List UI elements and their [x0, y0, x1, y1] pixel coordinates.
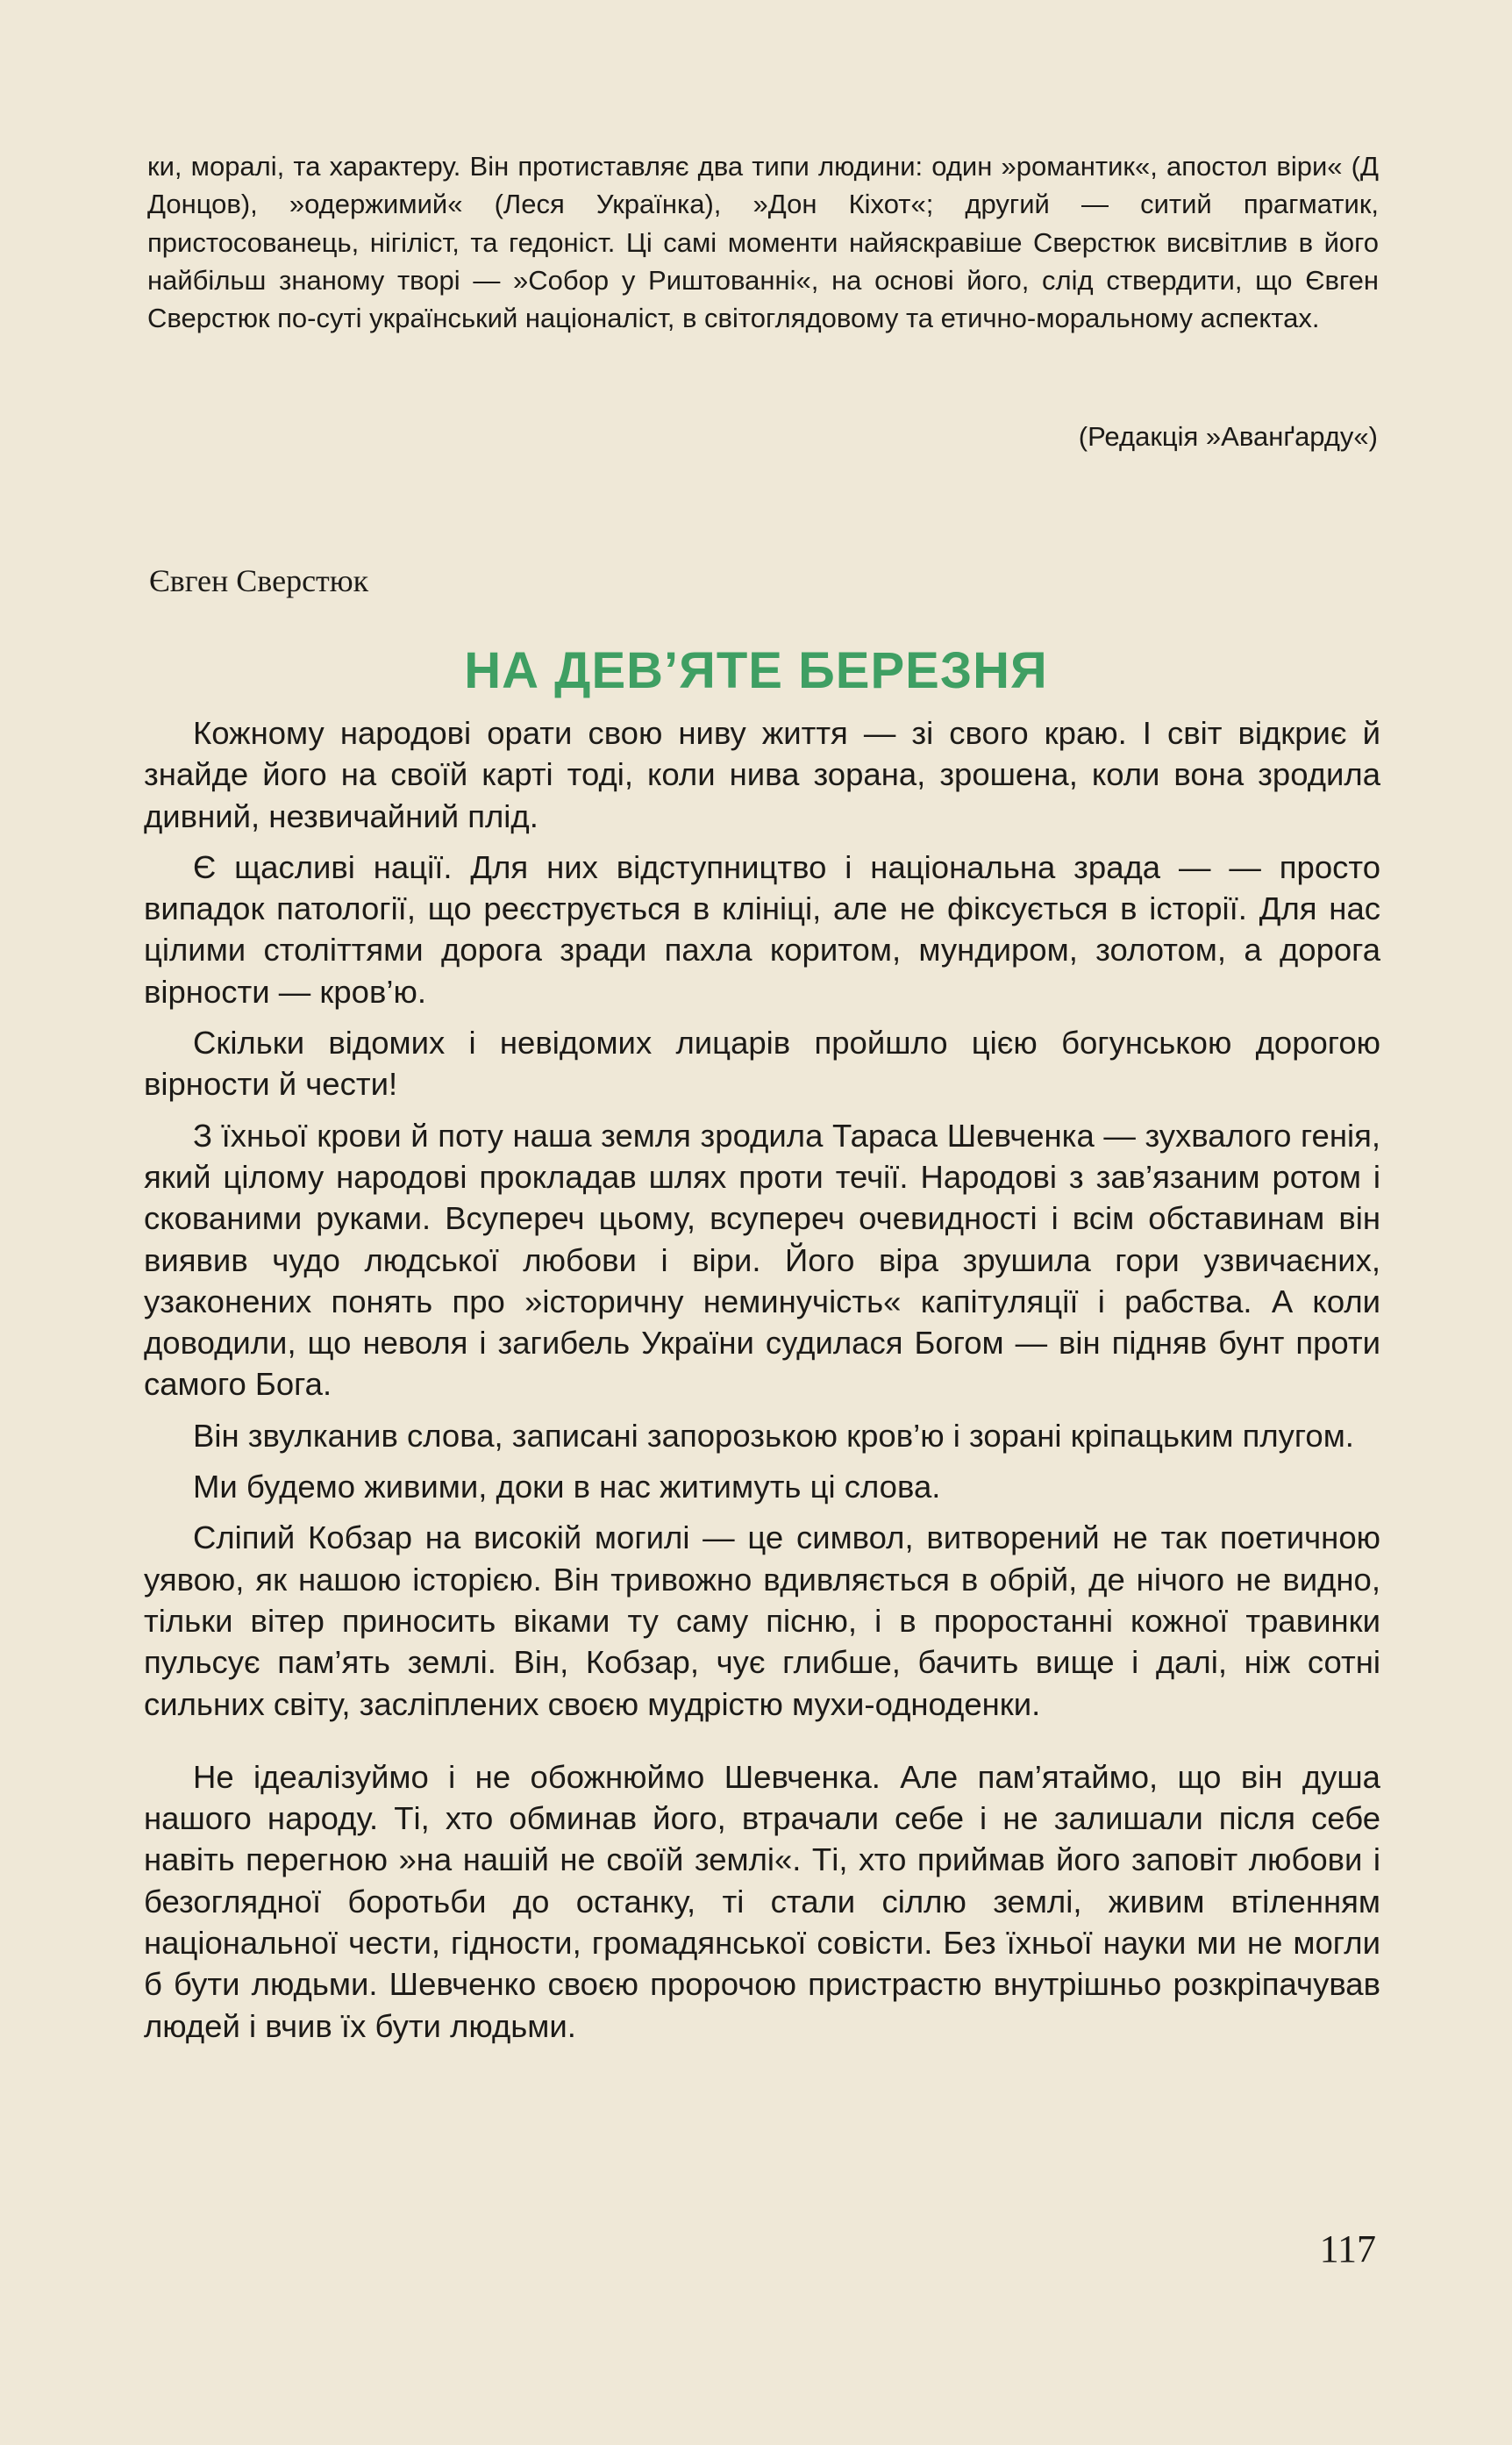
paragraph: Сліпий Кобзар на високій могилі — це символ, витворений не так поетичною уявою, як нашою історією. Він тривожно вдивляється в обрій, де нічого не видно, тільки вітер приносить віками ту саму пісню, і в проростанні кожної травинки пульсує пам’ять землі. Він, Кобзар, чує глибше, бачить вище і далі, ніж сотні сильних світу, засліплених своєю мудрістю мухи-одноденки.: [144, 1519, 1380, 1722]
editorial-signature: (Редакція »Аванґарду«): [1078, 421, 1378, 452]
paragraph: Ми будемо живими, доки в нас житимуть ці слова.: [193, 1469, 941, 1505]
page-number: 117: [1319, 2227, 1376, 2270]
paragraph: З їхньої крови й поту наша земля зродила Тараса Шевченка — зухвалого генія, який цілому народові прокладав шлях проти течії. Народові з зав’язаним ротом і скованими руками. Всупереч цьому, всупереч очевидності і всім обставинам він виявив чудо людської любови і віри. Його віра зрушила гори узвичаєних, узаконених понять про »історичну неминучість« капітуляції і рабства. А коли доводили, що неволя і загибель України судилася Богом — він підняв бунт проти самого Бога.: [144, 1117, 1380, 1403]
intro-text: ки, моралі, та характеру. Він протиставляє два типи людини: один »романтик«, апостол віри« (Д Донцов), »одержимий« (Леся Українка), »Дон Кіхот«; другий — ситий прагматик, пристосованець, нігіліст, та гедоніст. Ці самі моменти найяскравіше Сверстюк висвітлив в його найбільш знаному творі — »Собор у Риштованні«, на основі його, слід ствердити, що Євген Сверстюк по-суті український націоналіст, в світоглядовому та етично-моральному аспектах.: [147, 151, 1379, 334]
article-body: [144, 712, 1380, 2056]
paragraph: Є щасливі нації. Для них відступництво і національна зрада — — просто випадок патології, що реєструється в клініці, але не фіксується в історії. Для нас цілими століттями дорога зради пахла коритом, мундиром, золотом, а дорога вірности — кров’ю.: [144, 848, 1380, 1010]
author-name: Євген Сверстюк: [149, 563, 369, 598]
paragraph: Він звулканив слова, записані запорозькою кров’ю і зорані кріпацьким плугом.: [193, 1417, 1354, 1454]
editorial-intro: [147, 147, 1379, 337]
paragraph: Кожному народові орати свою ниву життя — зі свого краю. І світ відкриє й знайде його на своїй карті тоді, коли нива зорана, зрошена, коли вона зродила дивний, незвичайний плід.: [144, 715, 1380, 834]
paragraph: Не ідеалізуймо і не обожнюймо Шевченка. Але пам’ятаймо, що він душа нашого народу. Ті, хто обминав його, втрачали себе і не залишали після себе навіть перегною »на нашій не своїй землі«. Ті, хто приймав його заповіт любови і безоглядної боротьби до останку, ті стали сіллю землі, живим втіленням національної чести, гідности, громадянської совісти. Без їхньої науки ми не могли б бути людьми. Шевченко своєю пророчою пристрастю внутрішньо розкріпачував людей і вчив їх бути людьми.: [144, 1758, 1380, 2044]
article-title: НА ДЕВ’ЯТЕ БЕРЕЗНЯ: [464, 642, 1048, 699]
paragraph: Скільки відомих і невідомих лицарів пройшло цією богунською дорогою вірности й чести!: [144, 1025, 1380, 1103]
